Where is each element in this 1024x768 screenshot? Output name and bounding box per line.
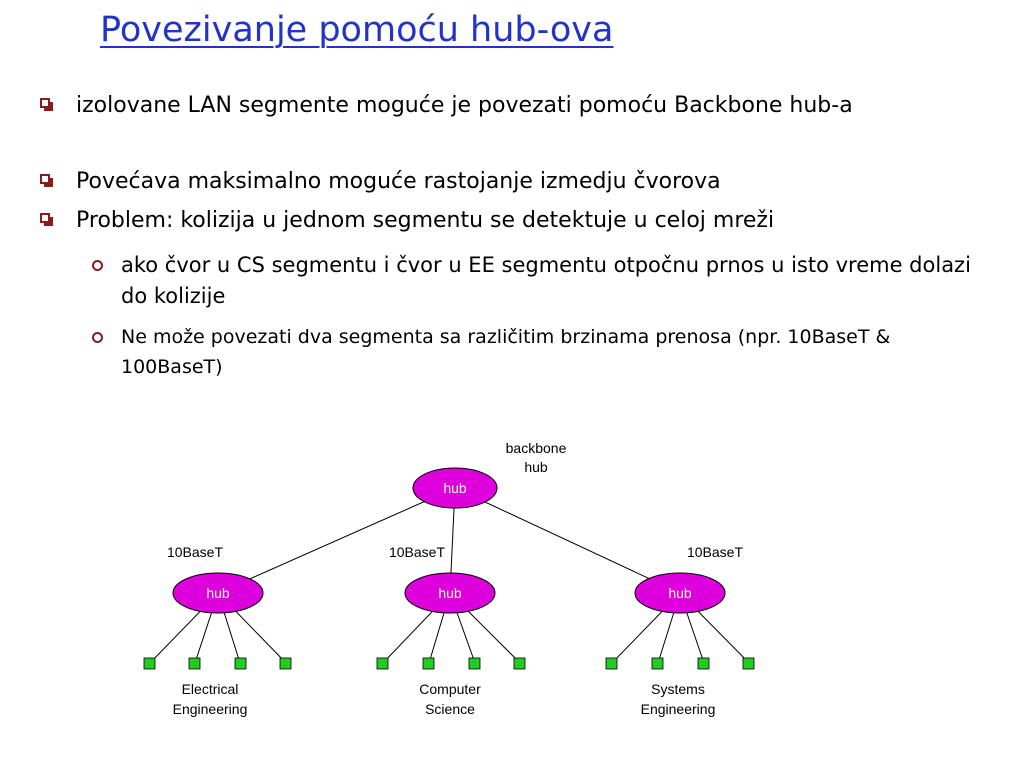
- link-label: 10BaseT: [686, 544, 744, 560]
- hub-label: hub: [206, 585, 230, 601]
- segment-caption: Science: [425, 701, 475, 717]
- bullet-text: Problem: kolizija u jednom segmentu se detektuje u celoj mreži: [76, 208, 775, 233]
- segment-caption: Systems: [651, 681, 705, 697]
- link-label: 10BaseT: [166, 544, 224, 560]
- link-label: 10BaseT: [388, 544, 446, 560]
- backbone-link: [455, 488, 680, 593]
- segment-caption: Engineering: [172, 701, 248, 717]
- backbone-caption: backbone: [505, 440, 567, 456]
- slide-title: Povezivanje pomoću hub-ova: [100, 10, 614, 50]
- hub-label: hub: [438, 585, 462, 601]
- backbone-link: [218, 488, 455, 593]
- hub-label: hub: [668, 585, 692, 601]
- backbone-caption: hub: [524, 459, 548, 475]
- bullet-text: izolovane LAN segmente moguće je povezati pomoću Backbone hub-a: [76, 93, 853, 118]
- sub-bullet-text: Ne može povezati dva segmenta sa različitim brzinama prenosa (npr. 10BaseT & 100BaseT): [121, 326, 891, 378]
- hub-label: hub: [443, 480, 467, 496]
- segment-caption: Computer: [419, 681, 481, 697]
- segment-caption: Engineering: [640, 701, 716, 717]
- bullet-text: Povećava maksimalno moguće rastojanje izmedju čvorova: [76, 169, 721, 194]
- host-nodes: [144, 658, 754, 669]
- sub-bullet-text: ako čvor u CS segmentu i čvor u EE segmentu otpočnu prnos u isto vreme dolazi do kolizije: [121, 253, 971, 308]
- segment-caption: Electrical: [181, 681, 239, 697]
